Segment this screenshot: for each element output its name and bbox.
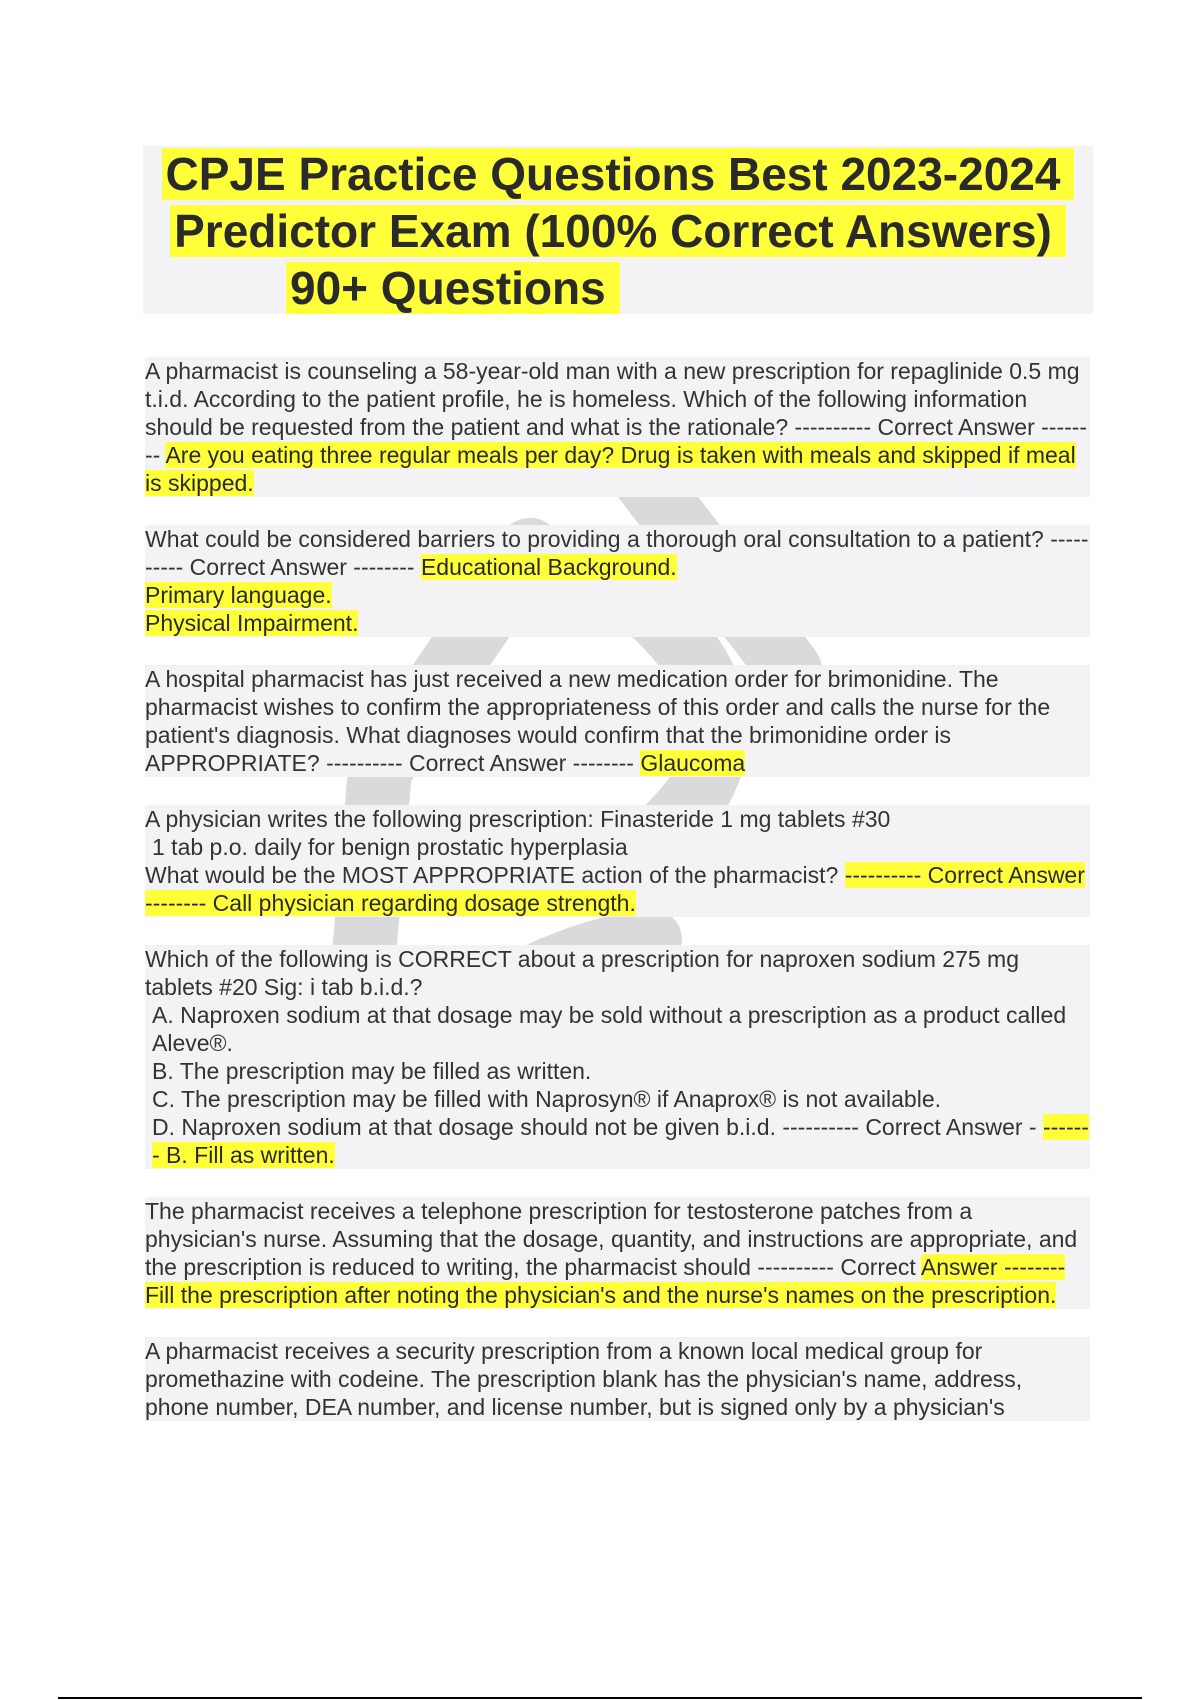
- title-line-2: Predictor Exam (100% Correct Answers): [143, 203, 1093, 260]
- option-b: B. The prescription may be filled as written.: [152, 1058, 592, 1084]
- document-title: [143, 146, 1093, 314]
- question-text: A pharmacist receives a security prescription from a known local medical group for promethazine with codeine. The prescription blank has the physician's name, address, phone number, DEA number, and license number, but is signed only by a physician's: [145, 1338, 1023, 1420]
- question-item-3: [145, 665, 1090, 777]
- question-line-1: Which of the following is CORRECT about a prescription for naproxen sodium 275 mg tablets #20 Sig: i tab b.i.d.?: [145, 946, 1019, 1000]
- question-item-6: [145, 1197, 1090, 1309]
- answer-text: Are you eating three regular meals per day? Drug is taken with meals and skipped if meal is skipped.: [145, 442, 1076, 496]
- option-a: A. Naproxen sodium at that dosage may be sold without a prescription as a product called Aleve®.: [152, 1002, 1067, 1056]
- answer-line-3: Physical Impairment.: [145, 610, 359, 636]
- answer-line-2: Primary language.: [145, 582, 332, 608]
- question-item-5: [145, 945, 1090, 1169]
- question-item-2: [145, 525, 1090, 637]
- answer-text: ------- B. Fill as written.: [152, 1114, 1089, 1168]
- question-line-2: 1 tab p.o. daily for benign prostatic hyperplasia: [152, 834, 628, 860]
- title-line-3: 90+ Questions: [143, 260, 1093, 317]
- question-item-1: [145, 357, 1090, 497]
- answer-text: ---------- Correct Answer -------- Call physician regarding dosage strength.: [145, 862, 1085, 916]
- title-line-1: CPJE Practice Questions Best 2023-2024: [143, 146, 1093, 203]
- question-text: What could be considered barriers to providing a thorough oral consultation to a patient? ---------- Correct Answer --------: [145, 526, 1089, 580]
- answer-line-1: Educational Background.: [420, 554, 677, 580]
- answer-text: Glaucoma: [640, 750, 746, 776]
- option-c: C. The prescription may be filled with Naprosyn® if Anaprox® is not available.: [152, 1086, 942, 1112]
- footer-divider: [58, 1697, 1142, 1699]
- answer-text: Answer -------- Fill the prescription after noting the physician's and the nurse's names on the prescription.: [145, 1254, 1066, 1308]
- questions-list: [145, 357, 1090, 1449]
- question-item-4: [145, 805, 1090, 917]
- question-line-3: What would be the MOST APPROPRIATE action of the pharmacist?: [145, 862, 839, 888]
- question-item-7: [145, 1337, 1090, 1421]
- question-text: A pharmacist is counseling a 58-year-old man with a new prescription for repaglinide 0.5 mg t.i.d. According to the patient profile, he is homeless. Which of the following information should be requested from the patient and what is the rationale? ---------- Correct Answer --------: [145, 358, 1088, 468]
- option-d: D. Naproxen sodium at that dosage should not be given b.i.d. ---------- Correct Answer -: [152, 1114, 1037, 1140]
- question-text: The pharmacist receives a telephone prescription for testosterone patches from a physician's nurse. Assuming that the dosage, quantity, and instructions are appropriate, and the prescription is reduced to writing, the pharmacist should ---------- Correct: [145, 1198, 1078, 1280]
- question-line-1: A physician writes the following prescription: Finasteride 1 mg tablets #30: [145, 806, 891, 832]
- question-text: A hospital pharmacist has just received a new medication order for brimonidine. The pharmacist wishes to confirm the appropriateness of this order and calls the nurse for the patient's diagnosis. What diagnoses would confirm that the brimonidine order is APPROPRIATE? ---------- Correct Answer --------: [145, 666, 1051, 776]
